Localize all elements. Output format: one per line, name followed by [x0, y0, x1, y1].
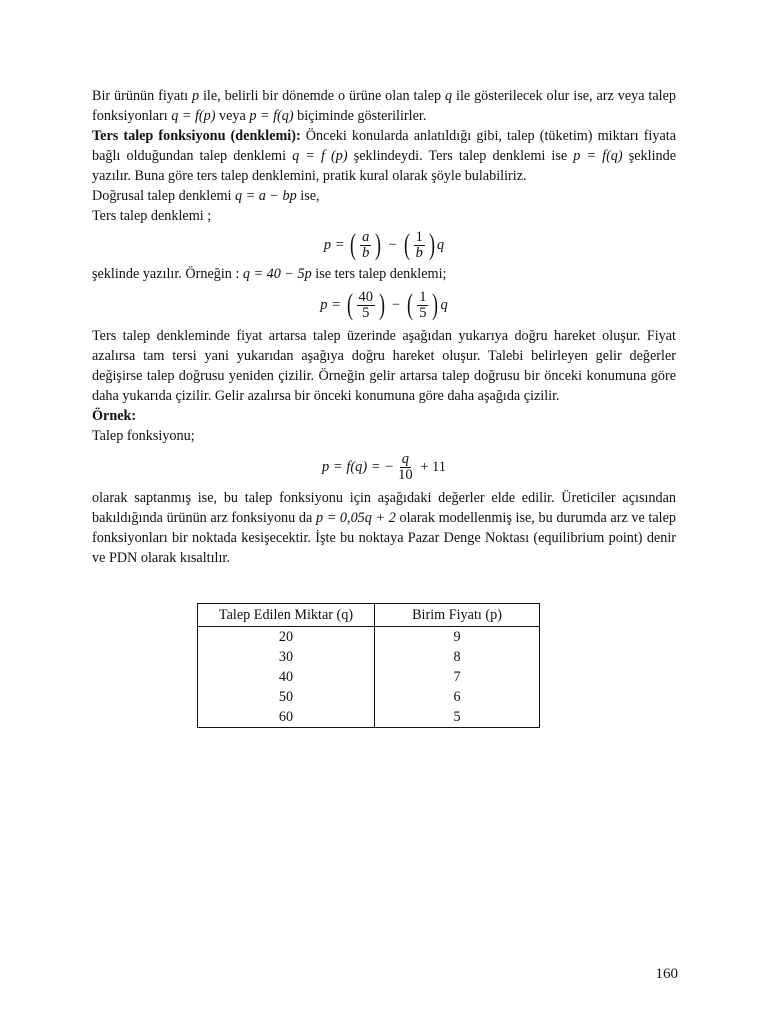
table-row — [198, 627, 540, 648]
example-heading: Örnek: — [92, 408, 137, 424]
table-header-quantity: Talep Edilen Miktar (q) — [198, 604, 375, 627]
table-cell-price: 7 — [375, 667, 540, 687]
table-cell-quantity: 50 — [198, 687, 375, 707]
table-cell-price: 9 — [375, 627, 540, 648]
equation-inverse-general: p = ( $\frac{a}{b}$ ) − ( $\frac{1}{b}$ ) q — [323, 228, 445, 261]
equation-demand-function: p = f(q) = − $\frac{q}{10}$ + 11 — [322, 450, 446, 483]
demand-table — [197, 603, 540, 728]
table-cell-quantity: 20 — [198, 627, 375, 648]
paragraph-intro: Bir ürünün fiyatı p ile, belirli bir dönemde o ürüne olan talep q ile gösterilecek olur ise, arz veya talep fonksiyonları q = f(p) veya p = f(q) biçiminde gösterilirler. — [92, 88, 676, 124]
table-cell-price: 5 — [375, 707, 540, 728]
paragraph-equilibrium: olarak saptanmış ise, bu talep fonksiyonu için aşağıdaki değerler elde edilir. Üreticiler açısından bakıldığında ürünün arz fonksiyonu da p = 0,05q + 2 olarak modellenmiş ise, bu durumda arz ve talep fonksiyonları bir noktada kesişecektir. İşte bu noktaya Pazar Denge Noktası (equilibrium point) denir ve PDN olarak kısaltılır. — [92, 490, 677, 566]
table-row — [198, 707, 540, 728]
paragraph-inverse-demand: Ters talep fonksiyonu (denklemi): Önceki konularda anlatıldığı gibi, talep (tüketim) miktarı fiyata bağlı olduğundan talep denklemi q = f (p) şeklindeydi. Ters talep denklemi ise p = f(q) şeklinde yazılır. Buna göre ters talep denklemini, pratik kural olarak şöyle bulabiliriz. — [92, 128, 677, 184]
table-row — [198, 687, 540, 707]
table-cell-quantity: 30 — [198, 647, 375, 667]
table-cell-price: 6 — [375, 687, 540, 707]
table-row — [198, 667, 540, 687]
paragraph-demand-function: Talep fonksiyonu; — [92, 428, 195, 444]
table-cell-price: 8 — [375, 647, 540, 667]
paragraph-linear-demand: Doğrusal talep denklemi q = a − bp ise, — [92, 188, 320, 204]
equation-inverse-example: p = ( $\frac{40}{5}$ ) − ( $\frac{1}{5}$ ) q — [320, 288, 448, 321]
section-heading: Ters talep fonksiyonu (denklemi): — [92, 128, 301, 144]
table-header-price: Birim Fiyatı (p) — [375, 604, 540, 627]
paragraph-example-intro: şeklinde yazılır. Örneğin : q = 40 − 5p ise ters talep denklemi; — [92, 266, 447, 282]
page-number: 160 — [655, 966, 678, 982]
page-body — [92, 86, 676, 568]
table-header-row — [198, 604, 540, 627]
paragraph-demand-shift: Ters talep denkleminde fiyat artarsa talep üzerinde aşağıdan yukarıya doğru hareket oluşur. Fiyat azalırsa tam tersi yani yukarıdan aşağıya doğru hareket oluşur. Talebi belirleyen gelir değerler değişirse talep doğrusu yeniden çizilir. Örneğin gelir artarsa talep doğrusu bir önceki konumuna göre daha yukarıda çizilir. Gelir azalırsa bir önceki konumuna göre daha aşağıda çizilir. — [92, 328, 676, 404]
table-cell-quantity: 60 — [198, 707, 375, 728]
table-row — [198, 647, 540, 667]
table-cell-quantity: 40 — [198, 667, 375, 687]
paragraph-inverse-label: Ters talep denklemi ; — [92, 208, 212, 224]
